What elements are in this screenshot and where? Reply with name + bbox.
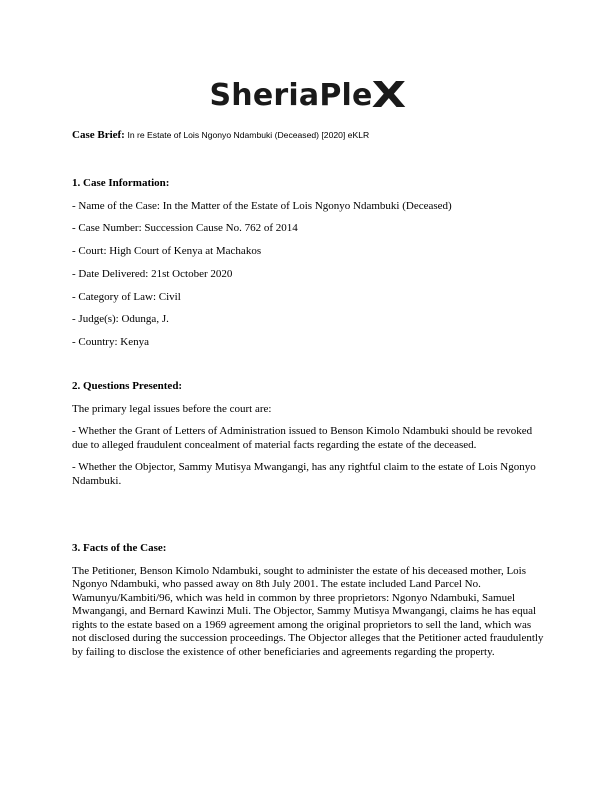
section-heading: 3. Facts of the Case: [72, 542, 167, 554]
case-brief-line [72, 129, 369, 141]
info-item-case-number: - Case Number: Succession Cause No. 762 of 2014 [72, 222, 298, 235]
info-item-category: - Category of Law: Civil [72, 290, 181, 303]
logo-x-mark: X [371, 75, 407, 116]
question-item: - Whether the Grant of Letters of Administration issued to Benson Kimolo Ndambuki should be revoked due to alleged fraudulent concealment of material facts regarding the estate of the deceased. [72, 425, 533, 451]
questions-intro: The primary legal issues before the court are: [72, 402, 272, 415]
info-item-judge: - Judge(s): Odunga, J. [72, 313, 169, 326]
logo-text: SheriaPle [209, 78, 373, 113]
info-item-court: - Court: High Court of Kenya at Machakos [72, 245, 262, 258]
facts-body: The Petitioner, Benson Kimolo Ndambuki, sought to administer the estate of his deceased mother, Lois Ngonyo Ndambuki, who passed away on 8th July 2001. The estate included Land Parcel No. Wamunyu/Kambiti/96, which was held in common by three proprietors: Ngonyo Ndambuki, Samuel Mwangangi, and Bernard Kawinzi Muli. The Objector, Sammy Mutisya Mwangangi, claims he has equal rights to the estate based on a 1969 agreement among the original proprietors to sell the land, which was not disclosed during the succession proceedings. The Objector alleges that the Petitioner acted fraudulently by failing to disclose the existence of other beneficiaries and agreements regarding the property. [72, 564, 544, 658]
info-item-country: - Country: Kenya [72, 336, 149, 349]
case-brief-label: Case Brief: [72, 129, 125, 141]
info-item-date: - Date Delivered: 21st October 2020 [72, 267, 233, 280]
section-heading: 1. Case Information: [72, 177, 170, 189]
facts-section [72, 542, 544, 668]
info-item-name: - Name of the Case: In the Matter of the Estate of Lois Ngonyo Ndambuki (Deceased) [72, 199, 452, 212]
case-brief-title: In re Estate of Lois Ngonyo Ndambuki (Deceased) [2020] eKLR [127, 130, 370, 140]
questions-presented-section [72, 380, 544, 497]
question-item: - Whether the Objector, Sammy Mutisya Mwangangi, has any rightful claim to the estate of Lois Ngonyo Ndambuki. [72, 461, 536, 487]
sheriaplex-logo [0, 75, 612, 116]
case-information-section [72, 177, 544, 359]
section-heading: 2. Questions Presented: [72, 380, 183, 392]
